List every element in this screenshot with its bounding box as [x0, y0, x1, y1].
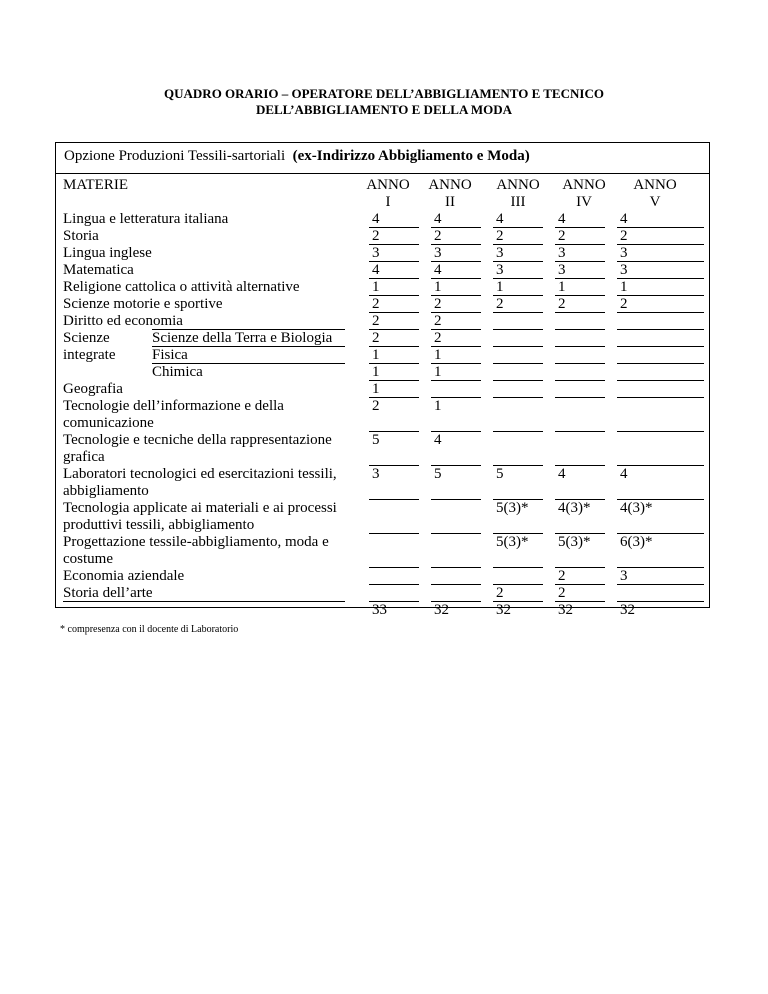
- hours-cell: 1: [496, 279, 504, 295]
- subject-name: Lingua e letteratura italiana: [63, 211, 229, 227]
- hours-cell: 2: [496, 228, 504, 244]
- subject-group-label: integrate: [63, 347, 116, 363]
- cell-underline: [493, 312, 543, 313]
- subject-name: Geografia: [63, 381, 123, 397]
- year-header-numeral: II: [445, 194, 455, 210]
- hours-cell: 2: [372, 296, 380, 312]
- hours-cell: 3: [620, 568, 628, 584]
- cell-underline: [369, 499, 419, 500]
- cell-underline: [617, 380, 704, 381]
- cell-underline: [369, 584, 419, 585]
- subject-name: Matematica: [63, 262, 134, 278]
- subject-name: costume: [63, 551, 113, 567]
- subject-name: Tecnologie e tecniche della rappresentazione: [63, 432, 332, 448]
- hours-cell: 4: [434, 211, 442, 227]
- hours-cell: 1: [434, 398, 442, 414]
- option-separator: [56, 173, 709, 174]
- hours-cell: 2: [434, 228, 442, 244]
- hours-cell: 4(3)*: [558, 500, 591, 516]
- hours-cell: 2: [372, 313, 380, 329]
- hours-cell: 2: [372, 228, 380, 244]
- option-detail: (ex-Indirizzo Abbigliamento e Moda): [292, 148, 530, 164]
- hours-cell: 4: [558, 466, 566, 482]
- cell-underline: [617, 244, 704, 245]
- subject-name: grafica: [63, 449, 105, 465]
- subject-name: Diritto ed economia: [63, 313, 183, 329]
- hours-cell: 5: [372, 432, 380, 448]
- subject-name: Tecnologie dell’informazione e della: [63, 398, 284, 414]
- cell-underline: [493, 329, 543, 330]
- cell-underline: [555, 397, 605, 398]
- hours-cell: 4: [620, 211, 628, 227]
- cell-underline: [555, 380, 605, 381]
- option-label: Opzione Produzioni Tessili-sartoriali: [64, 148, 286, 164]
- option-heading: [64, 146, 530, 166]
- year-header-anno: ANNO: [562, 177, 606, 193]
- cell-underline: [431, 499, 481, 500]
- total-cell: 32: [558, 602, 573, 618]
- hours-cell: 2: [558, 585, 566, 601]
- cell-underline: [493, 346, 543, 347]
- cell-underline: [493, 380, 543, 381]
- cell-underline: [617, 363, 704, 364]
- year-header-numeral: III: [510, 194, 526, 210]
- hours-cell: 2: [434, 296, 442, 312]
- hours-cell: 3: [558, 262, 566, 278]
- year-header-anno: ANNO: [366, 177, 410, 193]
- hours-cell: 6(3)*: [620, 534, 653, 550]
- subject-name: Scienze della Terra e Biologia: [152, 330, 333, 346]
- hours-cell: 2: [496, 585, 504, 601]
- hours-cell: 3: [372, 245, 380, 261]
- cell-underline: [431, 533, 481, 534]
- cell-underline: [617, 584, 704, 585]
- subject-name: Lingua inglese: [63, 245, 152, 261]
- hours-cell: 4: [372, 262, 380, 278]
- hours-cell: 1: [372, 381, 380, 397]
- hours-cell: 2: [496, 296, 504, 312]
- cell-underline: [431, 380, 481, 381]
- subject-underline: [63, 601, 345, 602]
- subjects-header: MATERIE: [63, 177, 128, 193]
- subject-name: Religione cattolica o attività alternative: [63, 279, 300, 295]
- total-cell: 33: [372, 602, 387, 618]
- hours-cell: 3: [620, 262, 628, 278]
- hours-cell: 4(3)*: [620, 500, 653, 516]
- page-title-line-1: QUADRO ORARIO – OPERATORE DELL’ABBIGLIAMENTO E TECNICO: [164, 86, 604, 101]
- cell-underline: [493, 431, 543, 432]
- cell-underline: [617, 397, 704, 398]
- cell-underline: [555, 346, 605, 347]
- hours-cell: 3: [372, 466, 380, 482]
- cell-underline: [369, 533, 419, 534]
- year-header-anno: ANNO: [633, 177, 677, 193]
- hours-cell: 2: [372, 398, 380, 414]
- total-cell: 32: [434, 602, 449, 618]
- hours-cell: 2: [434, 313, 442, 329]
- subject-name: Progettazione tessile-abbigliamento, moda e: [63, 534, 329, 550]
- cell-underline: [617, 567, 704, 568]
- hours-cell: 5: [496, 466, 504, 482]
- hours-cell: 2: [558, 568, 566, 584]
- hours-cell: 4: [434, 432, 442, 448]
- subject-name: comunicazione: [63, 415, 154, 431]
- cell-underline: [555, 312, 605, 313]
- hours-cell: 5(3)*: [558, 534, 591, 550]
- subject-group-label: Scienze: [63, 330, 110, 346]
- hours-cell: 4: [434, 262, 442, 278]
- hours-cell: 1: [434, 364, 442, 380]
- cell-underline: [617, 227, 704, 228]
- hours-cell: 3: [620, 245, 628, 261]
- hours-cell: 1: [620, 279, 628, 295]
- cell-underline: [617, 329, 704, 330]
- cell-underline: [617, 295, 704, 296]
- cell-underline: [369, 567, 419, 568]
- hours-cell: 5(3)*: [496, 500, 529, 516]
- year-header-numeral: I: [385, 194, 391, 210]
- cell-underline: [555, 431, 605, 432]
- hours-cell: 2: [620, 228, 628, 244]
- total-cell: 32: [496, 602, 511, 618]
- cell-underline: [617, 465, 704, 466]
- year-header-numeral: V: [649, 194, 661, 210]
- subject-name: Laboratori tecnologici ed esercitazioni tessili,: [63, 466, 337, 482]
- cell-underline: [493, 567, 543, 568]
- hours-cell: 1: [372, 364, 380, 380]
- hours-cell: 4: [620, 466, 628, 482]
- subject-name: Storia dell’arte: [63, 585, 153, 601]
- hours-cell: 2: [558, 228, 566, 244]
- subject-name: Chimica: [152, 364, 203, 380]
- cell-underline: [617, 431, 704, 432]
- subject-name: Economia aziendale: [63, 568, 185, 584]
- hours-cell: 3: [496, 245, 504, 261]
- cell-underline: [617, 346, 704, 347]
- hours-cell: 4: [558, 211, 566, 227]
- subject-name: abbigliamento: [63, 483, 149, 499]
- page-title: [0, 86, 768, 118]
- subject-name: Fisica: [152, 347, 188, 363]
- hours-cell: 3: [496, 262, 504, 278]
- page-title-line-2: DELL’ABBIGLIAMENTO E DELLA MODA: [255, 102, 513, 117]
- cell-underline: [555, 363, 605, 364]
- subject-name: produttivi tessili, abbigliamento: [63, 517, 255, 533]
- hours-cell: 5(3)*: [496, 534, 529, 550]
- hours-cell: 3: [434, 245, 442, 261]
- hours-cell: 4: [496, 211, 504, 227]
- hours-cell: 2: [372, 330, 380, 346]
- subject-name: Storia: [63, 228, 99, 244]
- hours-cell: 1: [558, 279, 566, 295]
- cell-underline: [493, 397, 543, 398]
- hours-cell: 1: [434, 279, 442, 295]
- subject-name: Tecnologia applicate ai materiali e ai processi: [63, 500, 337, 516]
- hours-cell: 2: [620, 296, 628, 312]
- year-header-anno: ANNO: [496, 177, 540, 193]
- cell-underline: [617, 278, 704, 279]
- hours-cell: 4: [372, 211, 380, 227]
- hours-cell: 1: [372, 279, 380, 295]
- cell-underline: [431, 584, 481, 585]
- hours-cell: 1: [372, 347, 380, 363]
- hours-cell: 5: [434, 466, 442, 482]
- cell-underline: [617, 261, 704, 262]
- hours-cell: 2: [558, 296, 566, 312]
- year-header-anno: ANNO: [428, 177, 472, 193]
- total-cell: 32: [620, 602, 635, 618]
- cell-underline: [431, 567, 481, 568]
- hours-cell: 3: [558, 245, 566, 261]
- cell-underline: [617, 312, 704, 313]
- year-header-numeral: IV: [576, 194, 592, 210]
- cell-underline: [555, 329, 605, 330]
- hours-cell: 1: [434, 347, 442, 363]
- subject-name: Scienze motorie e sportive: [63, 296, 223, 312]
- cell-underline: [493, 363, 543, 364]
- footnote: * compresenza con il docente di Laboratorio: [60, 624, 239, 635]
- hours-cell: 2: [434, 330, 442, 346]
